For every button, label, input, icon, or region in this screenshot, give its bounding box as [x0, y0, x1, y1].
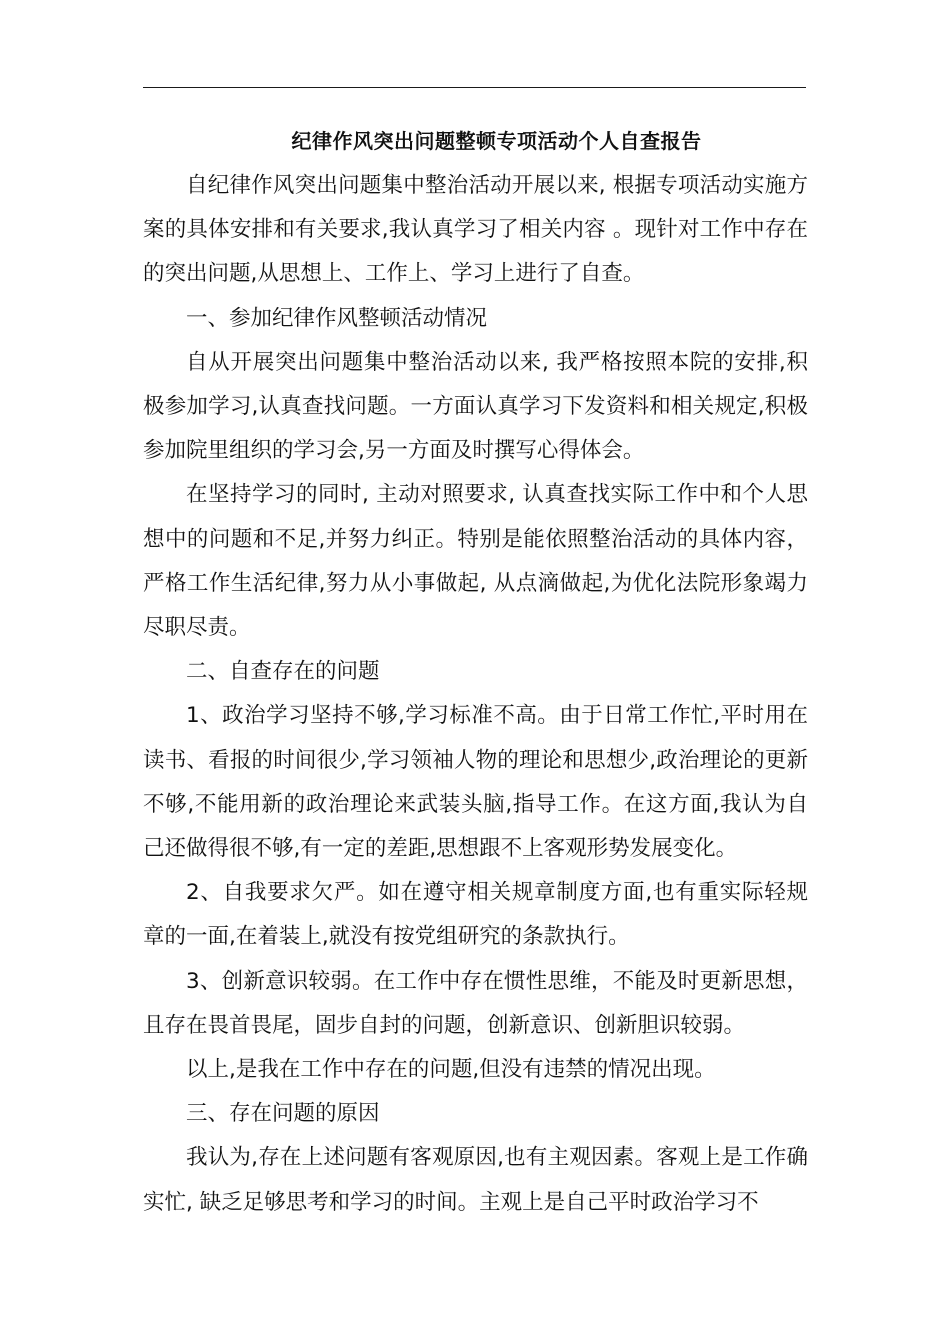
paragraph-intro: 自纪律作风突出问题集中整治活动开展以来, 根据专项活动实施方案的具体安排和有关要求,我认真学习了相关内容 。现针对工作中存在的突出问题,从思想上、工作上、学习上进行了自查。 — [143, 173, 808, 287]
paragraph-item-3: 3、创新意识较弱。在工作中存在惯性思维，不能及时更新思想，且存在畏首畏尾，固步自封的问题，创新意识、创新胆识较弱。 — [143, 968, 808, 1038]
paragraph: 以上,是我在工作中存在的问题,但没有违禁的情况出现。 — [186, 1057, 716, 1083]
paragraph-item-1: 1、政治学习坚持不够,学习标准不高。由于日常工作忙,平时用在读书、看报的时间很少,学习领袖人物的理论和思想少,政治理论的更新不够,不能用新的政治理论来武装头脑,指导工作。在这方面,我认为自己还做得很不够,有一定的差距,思想跟不上客观形势发展变化。 — [143, 703, 808, 862]
paragraph: 我认为,存在上述问题有客观原因,也有主观因素。客观上是工作确实忙, 缺乏足够思考和学习的时间。主观上是自己平时政治学习不 — [143, 1145, 808, 1215]
document-title: 纪律作风突出问题整顿专项活动个人自查报告 — [291, 129, 702, 153]
section-heading-2: 二、自查存在的问题 — [186, 659, 380, 685]
header-rule — [143, 87, 806, 88]
paragraph: 自从开展突出问题集中整治活动以来, 我严格按照本院的安排,积极参加学习,认真查找问题。一方面认真学习下发资料和相关规定,积极参加院里组织的学习会,另一方面及时撰写心得体会。 — [143, 349, 808, 464]
paragraph: 在坚持学习的同时, 主动对照要求, 认真查找实际工作中和个人思想中的问题和不足,并努力纠正。特别是能依照整治活动的具体内容，严格工作生活纪律,努力从小事做起, 从点滴做起,为优化法院形象竭力尽职尽责。 — [143, 482, 808, 641]
section-heading-3: 三、存在问题的原因 — [186, 1101, 380, 1127]
section-heading-1: 一、参加纪律作风整顿活动情况 — [186, 305, 488, 331]
document-body — [143, 164, 808, 1225]
paragraph-item-2: 2、自我要求欠严。如在遵守相关规章制度方面,也有重实际轻规章的一面,在着装上,就没有按党组研究的条款执行。 — [143, 880, 808, 950]
